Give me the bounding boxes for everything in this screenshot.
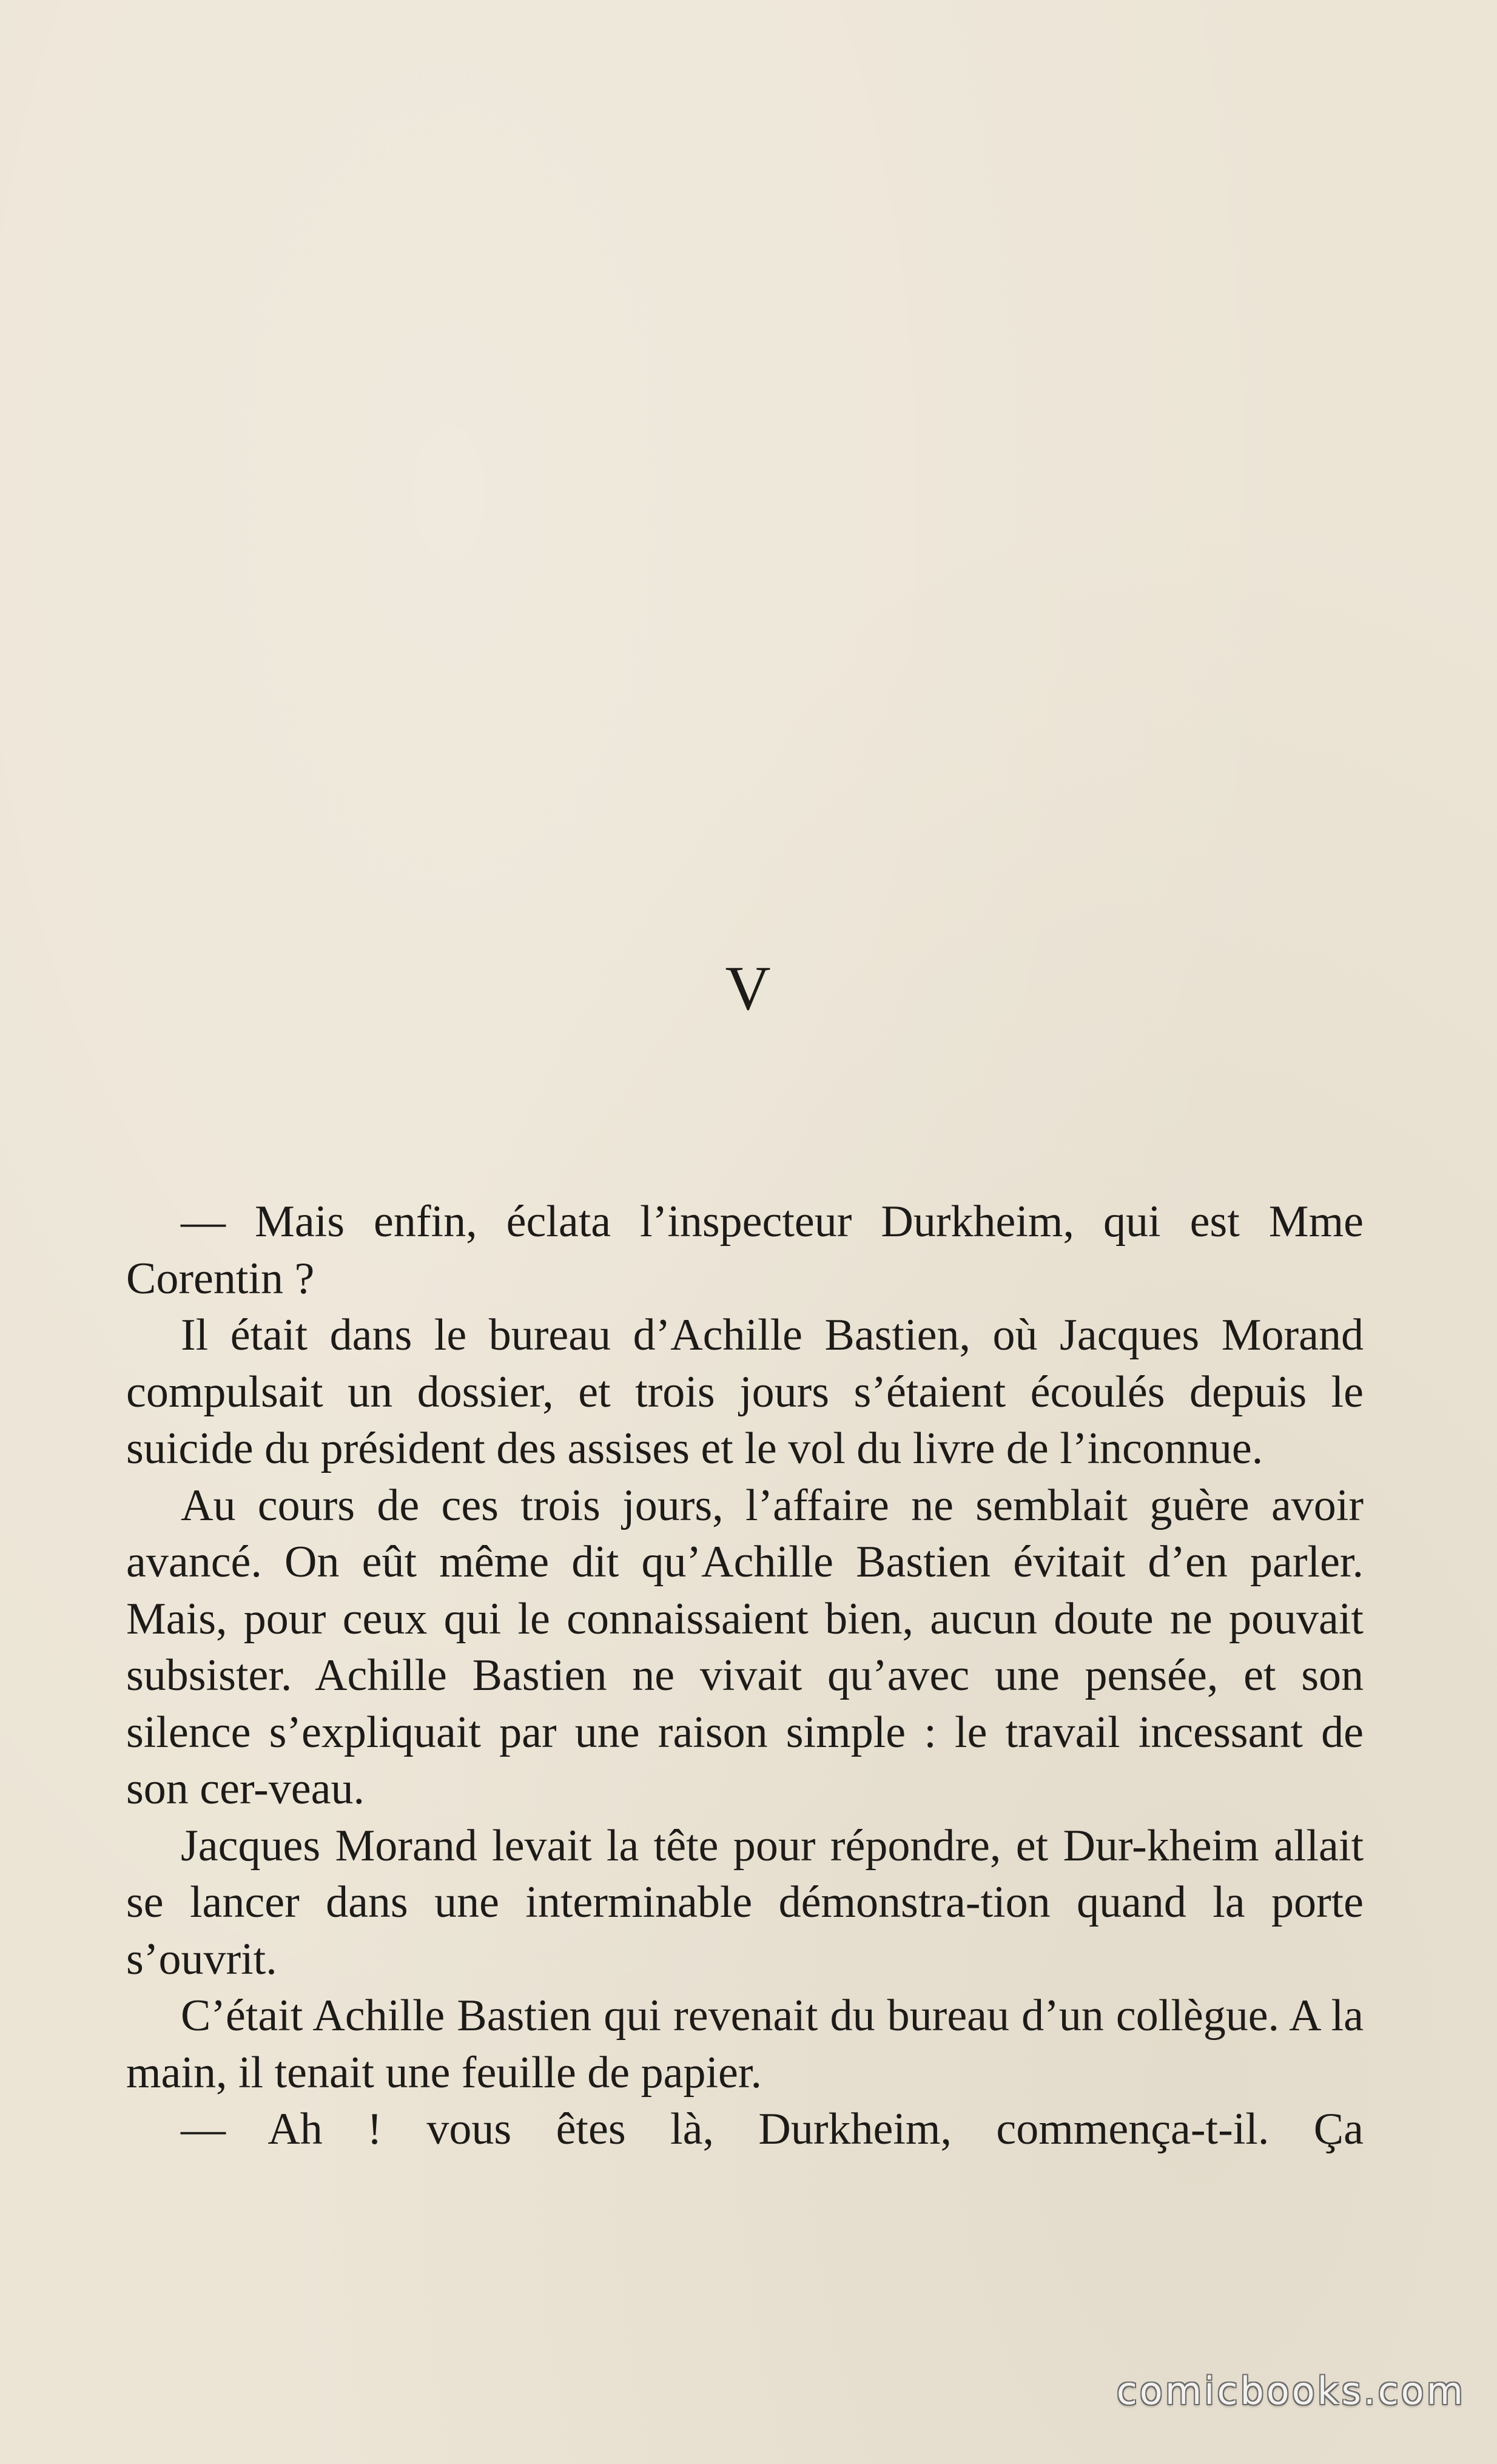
- paragraph: C’était Achille Bastien qui revenait du bureau d’un collègue. A la main, il tenait une feuille de papier.: [126, 1991, 1364, 2098]
- chapter-number: V: [725, 954, 772, 1023]
- paragraph: Jacques Morand levait la tête pour répondre, et Dur-kheim allait se lancer dans une interminable démonstra-tion quand la porte s’ouvrit.: [126, 1820, 1364, 1984]
- chapter-body: [126, 1194, 1364, 2158]
- paragraph: — Ah ! vous êtes là, Durkheim, commença-t-il. Ça: [181, 2104, 1364, 2154]
- paragraph: Il était dans le bureau d’Achille Bastien, où Jacques Morand compulsait un dossier, et trois jours s’étaient écoulés depuis le suicide du président des assises et le vol du livre de l’inconnue.: [126, 1310, 1364, 1473]
- watermark: comicbooks.com: [1116, 2369, 1465, 2413]
- paragraph: — Mais enfin, éclata l’inspecteur Durkheim, qui est Mme Corentin ?: [126, 1197, 1364, 1304]
- paragraph: Au cours de ces trois jours, l’affaire ne semblait guère avoir avancé. On eût même dit qu’Achille Bastien évitait d’en parler. Mais, pour ceux qui le connaissaient bien, aucun doute ne pouvait subsister. Achille Bastien ne vivait qu’avec une pensée, et son silence s’expliquait par une raison simple : le travail incessant de son cer-veau.: [126, 1480, 1364, 1814]
